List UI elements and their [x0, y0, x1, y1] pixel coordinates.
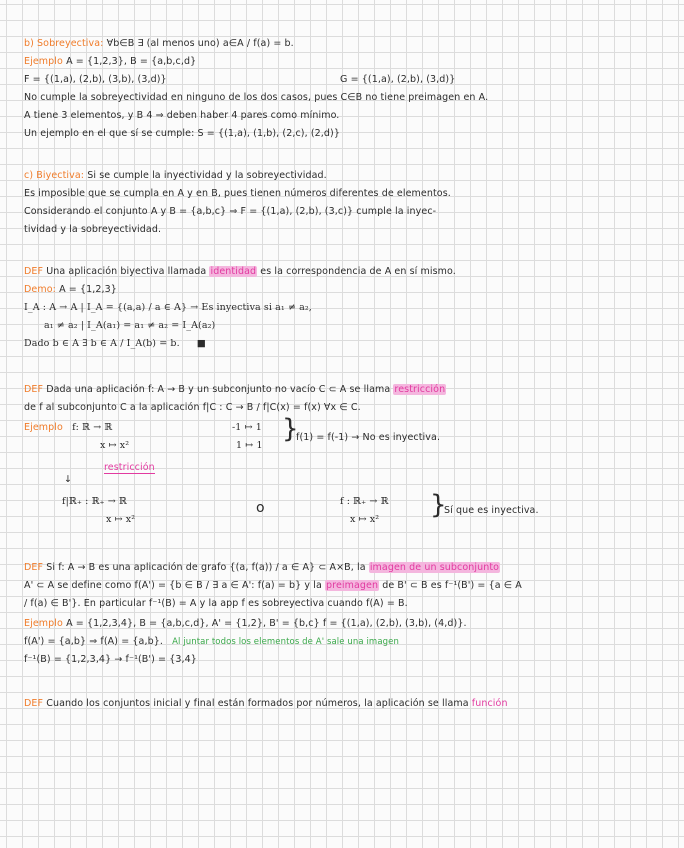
- line-restr-ejemplo: [24, 422, 112, 434]
- section-c-title: c) Biyectiva:: [24, 170, 85, 181]
- def-imagen-line2-b: de B' ⊂ B es f⁻¹(B') = {a ∈ A: [382, 580, 522, 591]
- identidad-line3: Dado b ∈ A ∃ b ∈ A / I_A(b) = b.: [24, 338, 180, 349]
- pair-bottom: 1 ↦ 1: [236, 440, 263, 451]
- identidad-highlight: identidad: [210, 266, 257, 277]
- line-def-imagen: [24, 562, 500, 574]
- line-b-ejemplo: [24, 56, 196, 68]
- def-final-text: Cuando los conjuntos inicial y final están formados por números, la aplicación se llama: [46, 698, 469, 709]
- def-identidad-text-a: Una aplicación biyectiva llamada: [46, 266, 207, 277]
- F-def: F = {(1,a), (2,b), (3,b), (3,d)}: [24, 74, 167, 85]
- line-b-F: [24, 74, 167, 86]
- restr-right-bottom-line: [350, 514, 379, 526]
- def-label-4: DEF: [24, 698, 44, 709]
- ejemplo-label-3: Ejemplo: [24, 618, 63, 629]
- def-imagen-text-a: Si f: A → B es una aplicación de grafo {(a, f(a)) / a ∈ A} ⊂ A×B, la: [46, 562, 366, 573]
- line-def-imagen-3: [24, 598, 408, 610]
- pair-top-line: [232, 422, 262, 434]
- line-identidad-1: [24, 302, 312, 314]
- imagen-highlight: imagen de un subconjunto: [369, 562, 500, 573]
- imagen-line5: f(A') = {a,b} ⇒ f(A) = {a,b}.: [24, 636, 163, 647]
- connector-o: o: [256, 500, 265, 516]
- line-imagen-6: [24, 654, 197, 666]
- line-def-imagen-2: [24, 580, 522, 592]
- preimagen-highlight: preimagen: [326, 580, 379, 591]
- restr-note-line: [444, 505, 539, 517]
- section-b-title: b) Sobreyectiva:: [24, 38, 104, 49]
- line-identidad-3: [24, 338, 206, 350]
- line-def-restriccion-2: [24, 402, 361, 414]
- down-arrow-icon: ↓: [64, 474, 73, 485]
- def-label-3: DEF: [24, 562, 44, 573]
- line-c-text3: [24, 224, 161, 236]
- line-restriccion-label: [104, 462, 155, 474]
- restr-left-bottom-line: [106, 514, 135, 526]
- line-imagen-5: [24, 636, 399, 648]
- line-c-title: [24, 170, 327, 182]
- ejemplo-label-2: Ejemplo: [24, 422, 63, 433]
- b-text2: A tiene 3 elementos, y B 4 ⇒ deben haber 4 pares como mínimo.: [24, 110, 340, 121]
- imagen-line6: f⁻¹(B) = {1,2,3,4} → f⁻¹(B') = {3,4}: [24, 654, 197, 665]
- line-b-text1: [24, 92, 488, 104]
- section-c-def: Si se cumple la inyectividad y la sobreyectividad.: [87, 170, 327, 181]
- c-text3: tividad y la sobreyectividad.: [24, 224, 162, 235]
- down-arrow-line: [64, 474, 72, 486]
- pair-bottom-line: [236, 440, 263, 452]
- line-def-final: [24, 698, 508, 710]
- imagen-ejemplo-text: A = {1,2,3,4}, B = {a,b,c,d}, A' = {1,2}, B' = {b,c} f = {(1,a), (2,b), (3,b), (4,d)}.: [66, 618, 467, 629]
- b-text3: Un ejemplo en el que sí se cumple: S = {(1,a), (1,b), (2,c), (2,d)}: [24, 128, 340, 139]
- restr-right-top: f : ℝ₊ → ℝ: [340, 496, 389, 507]
- restr-right-note: Sí que es inyectiva.: [444, 505, 539, 516]
- right-brace-2: }: [430, 490, 447, 520]
- right-brace: }: [282, 414, 299, 444]
- qed-mark: ■: [196, 338, 206, 349]
- def-restriccion-text-b: de f al subconjunto C a la aplicación f|C : C → B / f|C(x) = f(x) ∀x ∈ C.: [24, 402, 361, 413]
- line-c-text2: [24, 206, 436, 218]
- b-text1: No cumple la sobreyectividad en ninguno de los dos casos, pues C∈B no tiene preimagen en A.: [24, 92, 489, 103]
- f-map-bottom: x ↦ x²: [100, 440, 130, 451]
- restriccion-label: restricción: [104, 462, 155, 473]
- pair-top: -1 ↦ 1: [232, 422, 262, 433]
- restr-left-top: f|ℝ₊ : ℝ₊ → ℝ: [62, 496, 127, 507]
- line-restr-conclusion: [296, 432, 440, 444]
- ejemplo-label: Ejemplo: [24, 56, 63, 67]
- def-label-2: DEF: [24, 384, 44, 395]
- demo-set: A = {1,2,3}: [59, 284, 117, 295]
- def-restriccion-text-a: Dada una aplicación f: A → B y un subconjunto no vacío C ⊂ A se llama: [46, 384, 391, 395]
- line-def-identidad: [24, 266, 456, 278]
- def-imagen-line3: / f(a) ∈ B'}. En particular f⁻¹(B) = A y la app f es sobreyectiva cuando f(A) = B.: [24, 598, 408, 609]
- def-label: DEF: [24, 266, 44, 277]
- def-identidad-text-b: es la correspondencia de A en sí mismo.: [260, 266, 456, 277]
- line-restr-fmap-bottom: [100, 440, 129, 452]
- restr-left-top-line: [62, 496, 127, 508]
- def-imagen-line2-a: A' ⊂ A se define como f(A') = {b ∈ B / ∃ a ∈ A': f(a) = b} y la: [24, 580, 322, 591]
- G-def: G = {(1,a), (2,b), (3,d)}: [340, 74, 456, 85]
- c-text1: Es imposible que se cumpla en A y en B, pues tienen números diferentes de elementos.: [24, 188, 451, 199]
- line-c-text1: [24, 188, 451, 200]
- section-b-def: ∀b∈B ∃ (al menos uno) a∈A / f(a) = b.: [106, 38, 294, 49]
- demo-label: Demo:: [24, 284, 56, 295]
- restr-right-bottom: x ↦ x²: [350, 514, 380, 525]
- identidad-line1: I_A : A → A | I_A = {(a,a) / a ∈ A} → Es inyectiva si a₁ ≠ a₂,: [24, 302, 312, 313]
- restr-left-bottom: x ↦ x²: [106, 514, 136, 525]
- c-text2: Considerando el conjunto A y B = {a,b,c} ⇒ F = {(1,a), (2,b), (3,c)} cumple la inyec-: [24, 206, 437, 217]
- restr-right-top-line: [340, 496, 389, 508]
- restr-conclusion: f(1) = f(-1) → No es inyectiva.: [296, 432, 441, 443]
- line-def-restriccion: [24, 384, 446, 396]
- connector-line: [256, 502, 265, 514]
- identidad-line2: a₁ ≠ a₂ | I_A(a₁) = a₁ ≠ a₂ = I_A(a₂): [44, 320, 216, 331]
- line-b-text2: [24, 110, 339, 122]
- line-b-G: [340, 74, 455, 86]
- line-imagen-ejemplo: [24, 618, 467, 630]
- line-identidad-2: [44, 320, 215, 332]
- line-b-text3: [24, 128, 340, 140]
- line-b-title: [24, 38, 294, 50]
- line-demo: [24, 284, 117, 296]
- imagen-green-note: Al juntar todos los elementos de A' sale una imagen: [172, 637, 399, 647]
- restriccion-highlight: restricción: [394, 384, 446, 395]
- sets-text: A = {1,2,3}, B = {a,b,c,d}: [66, 56, 197, 67]
- funcion-highlight: función: [471, 698, 508, 709]
- f-map-top: f: ℝ → ℝ: [72, 422, 113, 433]
